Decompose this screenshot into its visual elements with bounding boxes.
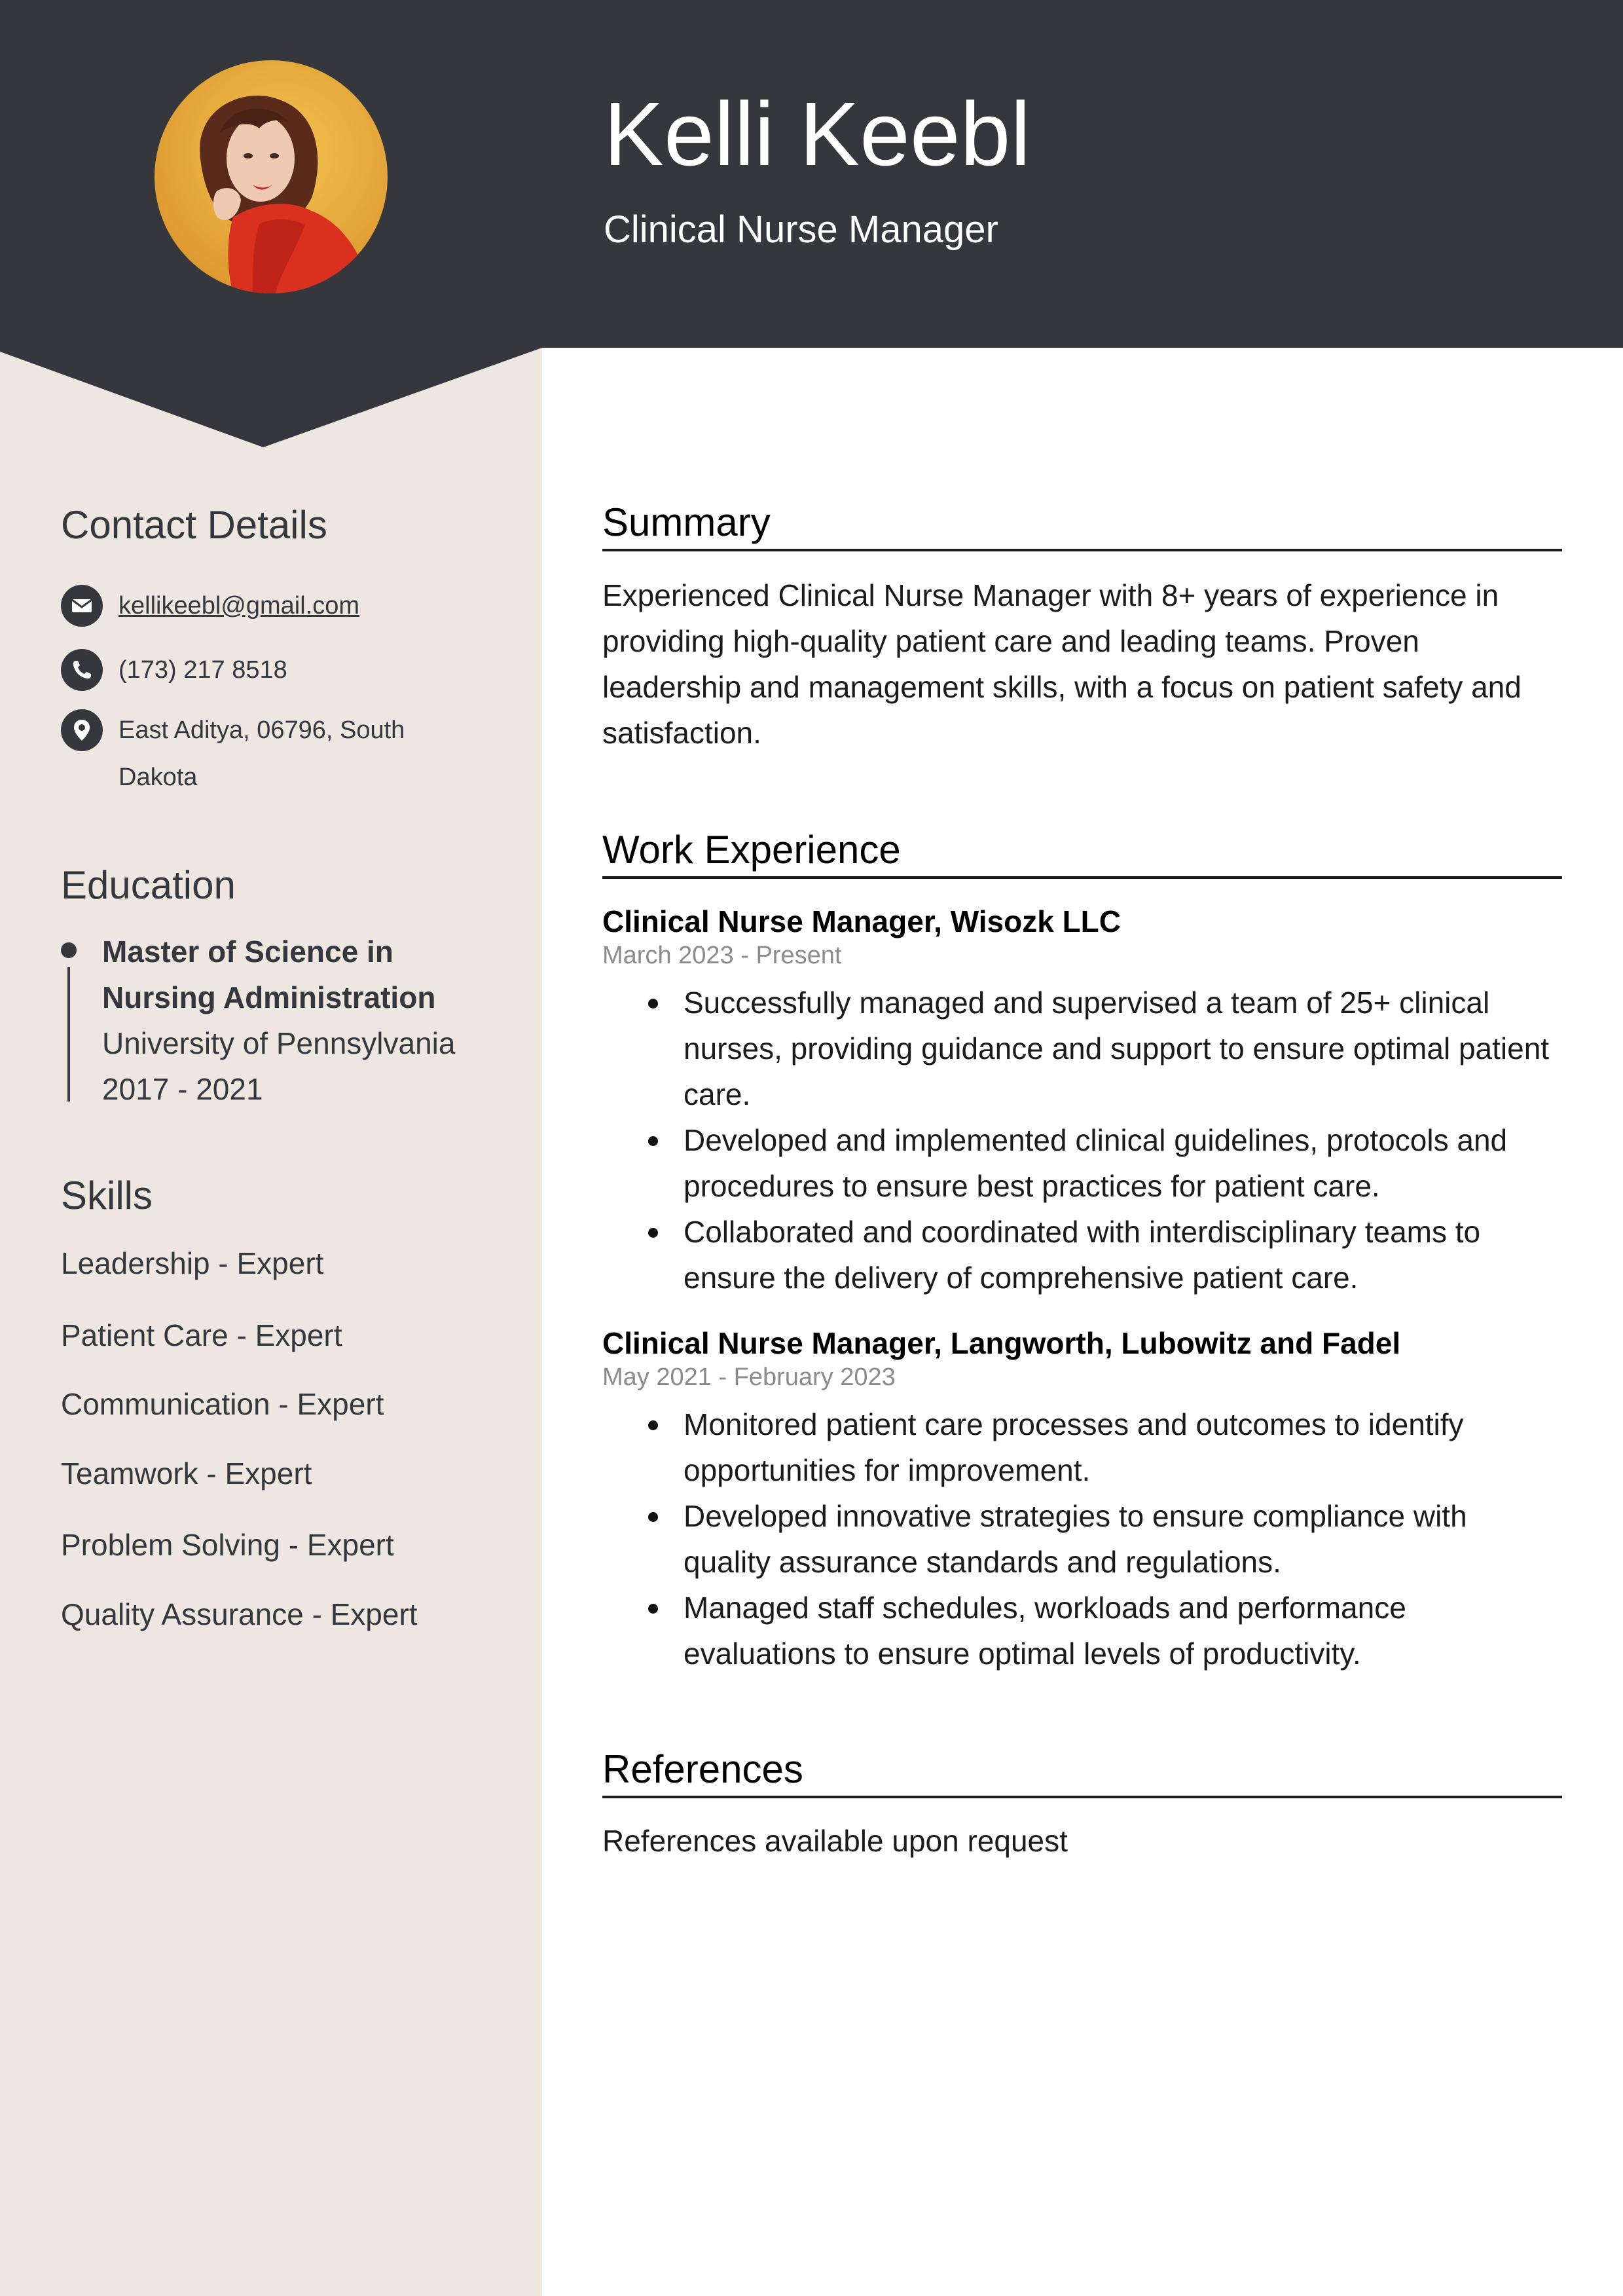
- job-bullet: Developed innovative strategies to ensure compliance with quality assurance standards and regulations.: [684, 1493, 1562, 1585]
- header-chevron: [0, 346, 542, 448]
- email-icon: [61, 585, 103, 627]
- job-title: Clinical Nurse Manager, Langworth, Lubowitz and Fadel: [602, 1326, 1401, 1360]
- contact-heading: Contact Details: [61, 503, 327, 547]
- skill-item: Patient Care - Expert: [61, 1318, 342, 1352]
- references-heading: References: [602, 1747, 803, 1791]
- job-bullet: Managed staff schedules, workloads and performance evaluations to ensure optimal levels of productivity.: [684, 1585, 1562, 1676]
- job-bullet: Collaborated and coordinated with interdisciplinary teams to ensure the delivery of comprehensive patient care.: [684, 1209, 1562, 1301]
- candidate-title: Clinical Nurse Manager: [604, 208, 998, 251]
- job-dates: May 2021 - February 2023: [602, 1363, 896, 1391]
- profile-photo: [155, 60, 388, 293]
- skill-item: Problem Solving - Expert: [61, 1528, 394, 1562]
- references-divider: [602, 1796, 1562, 1798]
- skill-item: Quality Assurance - Expert: [61, 1597, 418, 1631]
- map-pin-icon: [61, 709, 103, 751]
- contact-address-line1: East Aditya, 06796, South: [119, 716, 405, 744]
- education-heading: Education: [61, 863, 236, 907]
- job-bullets: [602, 1401, 1562, 1676]
- candidate-name: Kelli Keebl: [604, 84, 1031, 185]
- job-bullet: Developed and implemented clinical guidelines, protocols and procedures to ensure best practices for patient care.: [684, 1117, 1562, 1209]
- job-bullet: Successfully managed and supervised a team of 25+ clinical nurses, providing guidance and support to ensure optimal patient care.: [684, 980, 1562, 1117]
- experience-divider: [602, 876, 1562, 879]
- contact-address-line2: Dakota: [119, 764, 198, 791]
- job-bullet: Monitored patient care processes and outcomes to identify opportunities for improvement.: [684, 1401, 1562, 1493]
- education-degree-line1: Master of Science in: [102, 935, 393, 969]
- skill-item: Teamwork - Expert: [61, 1456, 312, 1491]
- contact-phone: (173) 217 8518: [119, 656, 287, 684]
- education-degree-line2: Nursing Administration: [102, 980, 436, 1014]
- job-bullets: [602, 980, 1562, 1301]
- summary-heading: Summary: [602, 500, 771, 544]
- job-title: Clinical Nurse Manager, Wisozk LLC: [602, 904, 1121, 938]
- references-text: References available upon request: [602, 1824, 1068, 1858]
- skill-item: Leadership - Expert: [61, 1246, 324, 1280]
- education-school: University of Pennsylvania: [102, 1026, 456, 1060]
- contact-email-link[interactable]: kellikeebl@gmail.com: [119, 592, 360, 620]
- summary-text: Experienced Clinical Nurse Manager with 8+ years of experience in providing high-quality patient care and leading teams. Proven leadership and management skills, with a focus on patient safety and satisfaction.: [602, 578, 1522, 750]
- education-timeline-dot: [61, 942, 77, 958]
- job-dates: March 2023 - Present: [602, 942, 842, 969]
- skill-item: Communication - Expert: [61, 1387, 384, 1421]
- experience-heading: Work Experience: [602, 828, 901, 872]
- skills-heading: Skills: [61, 1174, 153, 1217]
- summary-divider: [602, 549, 1562, 551]
- education-timeline-line: [67, 967, 70, 1102]
- phone-icon: [61, 649, 103, 691]
- education-years: 2017 - 2021: [102, 1072, 263, 1106]
